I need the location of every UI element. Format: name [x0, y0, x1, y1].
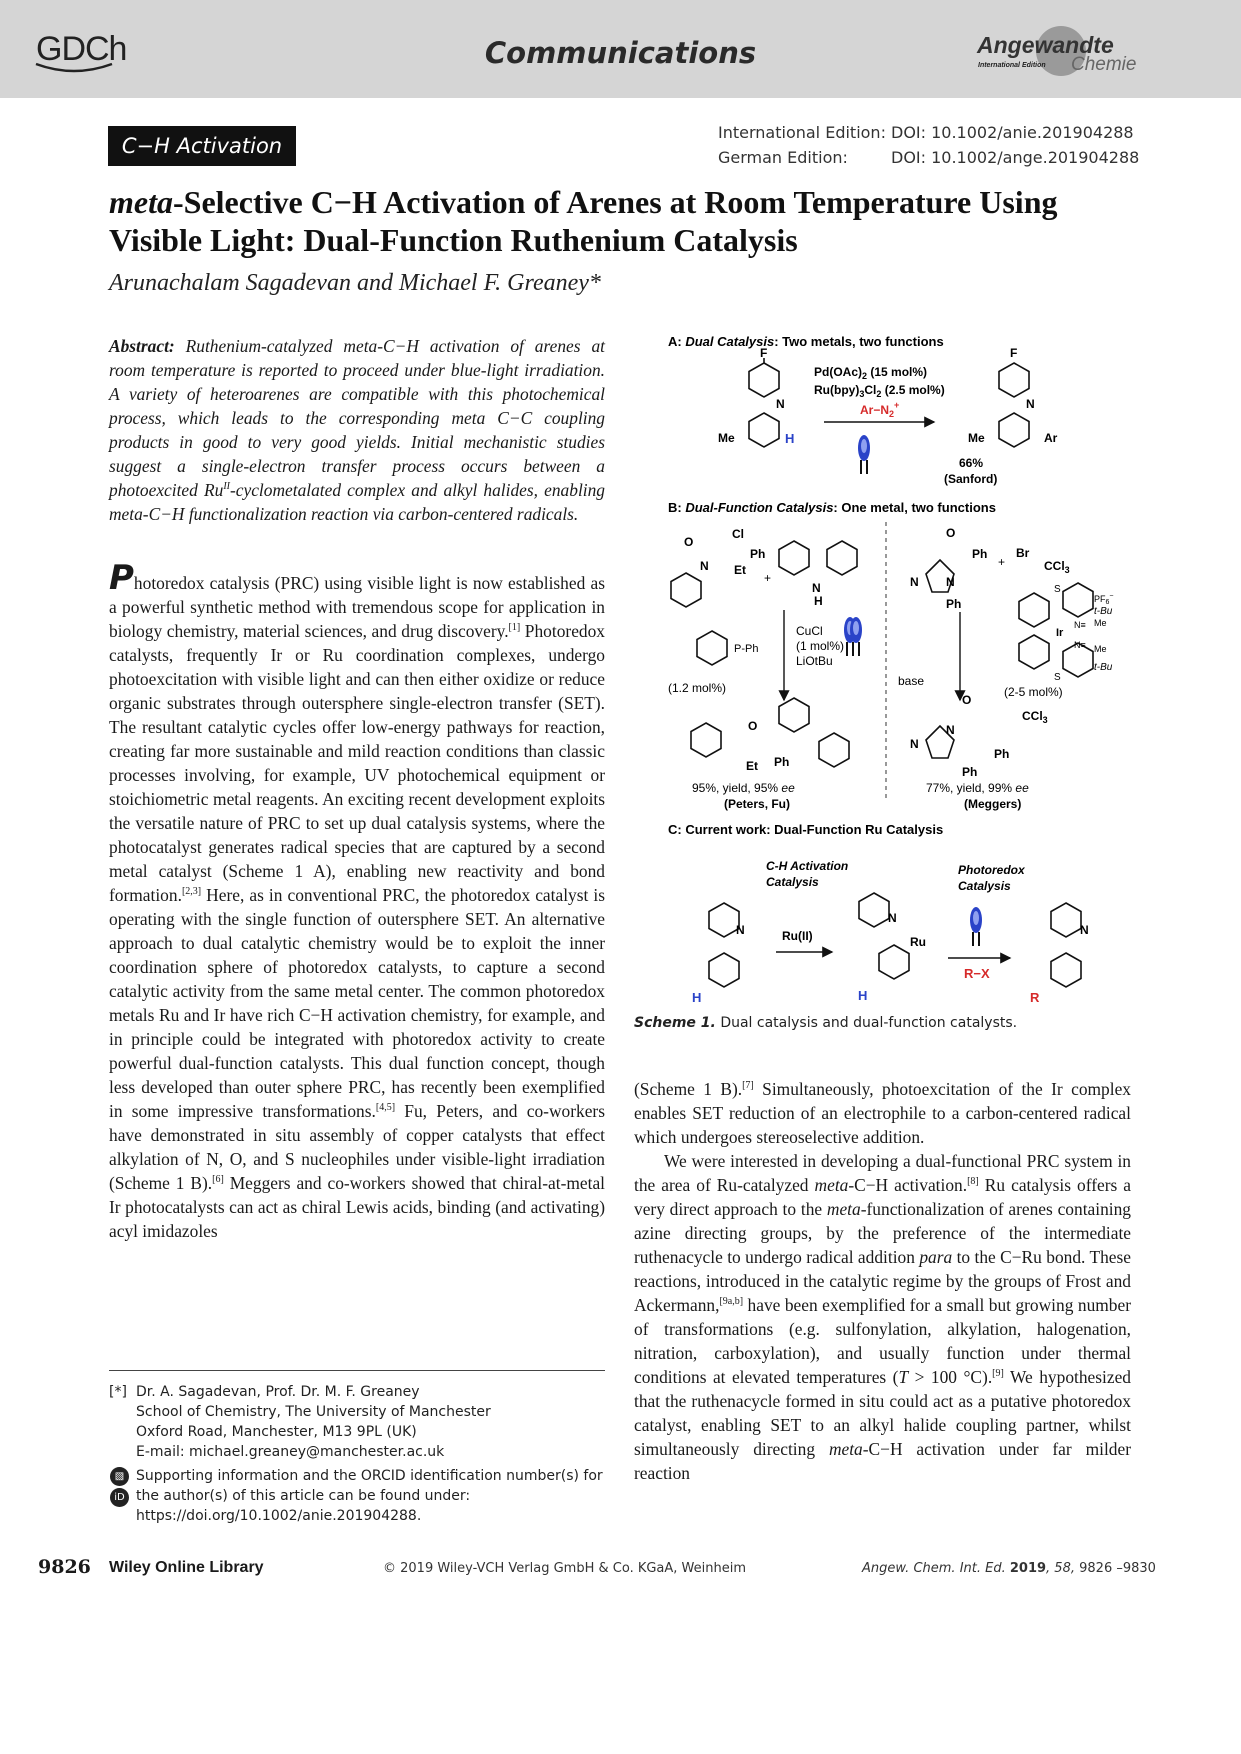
svg-text:N: N [946, 575, 955, 589]
svg-text:Photoredox: Photoredox [958, 863, 1025, 877]
svg-text:H: H [692, 990, 702, 1005]
paragraph: (Scheme 1 B).[7] Simultaneously, photoexcitation of the Ir complex enables SET reduction of an electrophile to a carbon-centered radical which undergoes stereoselective addition. [634, 1079, 1131, 1147]
footnote-divider [109, 1370, 605, 1371]
footnote-marker: [*] [109, 1384, 127, 1400]
abstract-label: Abstract: [109, 336, 175, 356]
ruthenacycle-benzene-ring [879, 945, 909, 979]
copyright: © 2019 Wiley-VCH Verlag GmbH & Co. KGaA, Weinheim [383, 1561, 747, 1576]
product-pyridine-ring-c [1051, 903, 1081, 937]
ref-link[interactable]: [6] [212, 1174, 224, 1186]
svg-text:O: O [748, 719, 758, 733]
svg-text:N≡: N≡ [1074, 620, 1086, 630]
pyridine-ring [749, 363, 779, 397]
ru-catalyst-label: $Ru(bpy)_3Cl_2$ (2.5 mol%) [814, 383, 945, 399]
svg-text:Ph: Ph [972, 547, 988, 561]
svg-text:t-Bu: t-Bu [1094, 606, 1113, 617]
product-trichloromethyl-label: CCl$_3$ [1022, 709, 1048, 725]
ruthenium-catalyst-label: Ru(II) [782, 929, 813, 943]
reference-sanford: (Sanford) [944, 472, 998, 486]
svg-text:Et: Et [734, 563, 746, 577]
reference-meggers: (Meggers) [964, 797, 1022, 811]
article-title: meta-Selective C−H Activation of Arenes at Room Temperature Using Visible Light: Dual-Function Ruthenium Catalysis [109, 184, 1058, 258]
author-email[interactable]: E-mail: michael.greaney@manchester.ac.uk [136, 1444, 445, 1460]
svg-text:Et: Et [746, 759, 758, 773]
product-carbazole-ring-2 [819, 733, 849, 767]
ref-link[interactable]: [9] [992, 1368, 1004, 1380]
svg-text:S: S [1054, 672, 1061, 683]
carbazole-ring-left [779, 541, 809, 575]
ref-link[interactable]: [1] [508, 622, 521, 634]
doi-intl-label: International Edition: [718, 123, 886, 142]
svg-text:Catalysis: Catalysis [766, 875, 819, 889]
iridium-loading: (2-5 mol%) [1004, 685, 1063, 699]
alkyl-halide-label: R−X [964, 966, 990, 981]
svg-text:Ir: Ir [1056, 627, 1064, 639]
ref-link[interactable]: [9a,b] [719, 1296, 744, 1308]
blue-led-icon-b2 [850, 617, 862, 656]
svg-text:LiOtBu: LiOtBu [796, 654, 833, 668]
product-benzene-ring-c [1051, 953, 1081, 987]
svg-text:Me: Me [1094, 644, 1107, 654]
doi-german-link[interactable]: DOI: 10.1002/ange.201904288 [891, 148, 1140, 167]
methyl-label: Me [718, 431, 735, 445]
yield-b2: 77%, yield, 99% ee [926, 781, 1029, 795]
svg-text:N: N [946, 723, 955, 737]
svg-text:Ph: Ph [962, 765, 978, 779]
svg-text:H: H [858, 988, 868, 1003]
wiley-online-library-link[interactable]: Wiley Online Library [109, 1559, 264, 1576]
svg-text:N: N [910, 737, 919, 751]
svg-text:Ph: Ph [774, 755, 790, 769]
aryl-diazonium-label: $Ar-N_2^+$ [860, 400, 900, 419]
yield-a: 66% [959, 456, 984, 470]
product-pyridine-ring [999, 363, 1029, 397]
iridium-ligand-ring-3 [1063, 583, 1093, 617]
product-carbazole-ring [779, 698, 809, 732]
svg-text:O: O [946, 526, 956, 540]
pd-catalyst-label: $Pd(OAc)_2$ (15 mol%) [814, 365, 928, 381]
svg-text:N: N [736, 923, 745, 937]
scheme-section-c-label: C: Current work: Dual-Function Ru Catalysis [668, 822, 944, 837]
svg-text:H: H [814, 594, 823, 608]
journal-header-bar [0, 0, 1241, 98]
svg-text:P-Ph: P-Ph [734, 643, 759, 655]
svg-text:+: + [764, 571, 772, 585]
doi-german-label: German Edition: [718, 148, 848, 167]
substrate-pyridine-ring [709, 903, 739, 937]
svg-text:Br: Br [1016, 546, 1030, 560]
carbazole-ring-right [827, 541, 857, 575]
svg-text:N≡: N≡ [1074, 640, 1086, 650]
ref-link[interactable]: [2,3] [181, 886, 202, 898]
svg-text:t-Bu: t-Bu [1094, 662, 1113, 673]
svg-text:R: R [1030, 990, 1040, 1005]
gdch-logo: GDCh [36, 30, 127, 68]
product-nitrogen-label: N [1026, 397, 1035, 411]
svg-text:O: O [962, 693, 972, 707]
svg-text:O: O [684, 535, 694, 549]
svg-text:N: N [888, 911, 897, 925]
phosphine-ligand-ring [697, 631, 727, 665]
svg-text:Ru: Ru [910, 935, 926, 949]
ref-link[interactable]: [8] [967, 1176, 979, 1188]
product-indoline-ring [691, 723, 721, 757]
journal-citation: Angew. Chem. Int. Ed. 2019, 58, 9826 –9830 [862, 1561, 1156, 1576]
svg-text:Ph: Ph [994, 747, 1010, 761]
benzene-ring [749, 413, 779, 447]
body-left-column: Photoredox catalysis (PRC) using visible light is now established as a powerful synthetic method with tremendous scope for application in biology chemistry, material sciences, and drug discovery.[1] Photoredox catalysts, frequently Ir or Ru coordination complexes, undergo photoexcitation with visible light and can then either oxidize or reduce organic substrates through outersphere single-electron transfer (SET). The resultant catalytic cycles offer low-energy pathways for reaction, creating far more sustainable and mild reaction conditions than classic processes involving, for example, UV photochemical equipment or stoichiometric metal reagents. An exciting recent development exploits the versatile nature of PRC to set up dual catalysis systems, where the photocatalyst generates radical species that are captured by a second metal catalyst (Scheme 1 A), enabling new reactivity and bond formation.[2,3] Here, as in conventional PRC, the photoredox catalyst is operating with the single function of outersphere SET. An alternative approach to dual catalytic chemistry would be to exploit the inner coordination sphere of photoredox catalysts, to capture a second catalytic activity from the same metal center. The common photoredox metals Ru and Ir have rich C−H activation chemistry, for example, and in principle could be integrated with photoredox activity to create powerful dual-function catalysts. This dual function concept, though less developed than outer sphere PRC, has recently been exemplified in some impressive transformations.[4,5] Fu, Peters, and co-workers have demonstrated in situ assembly of copper catalysts that effect alkylation of N, O, and S nucleophiles under visible-light irradiation (Scheme 1 B).[6] Meggers and co-workers showed that chiral-at-metal Ir photocatalysts can act as chiral Lewis acids, binding (and activating) acyl imidazoles [109, 558, 605, 1241]
body-right-column [634, 1077, 1131, 1485]
svg-text:S: S [1054, 584, 1061, 595]
svg-text:Me: Me [1094, 618, 1107, 628]
ref-link[interactable]: [7] [742, 1080, 754, 1092]
product-fluoro-label: F [1010, 346, 1018, 360]
product-methyl-label: Me [968, 431, 985, 445]
ruthenacycle-pyridine-ring [859, 893, 889, 927]
paragraph: We were interested in developing a dual-functional PRC system in the area of Ru-catalyzed meta-C−H activation.[8] Ru catalysis offers a very direct approach to the meta-functionalization of arenes containing azine directing groups, by the preference of the intermediate ruthenacycle to undergo radical addition para to the C−Ru bond. These reactions, introduced in the catalytic regime by the groups of Frost and Ackermann,[9a,b] have been exemplified for a small but growing number of transformations (e.g. sulfonylation, alkylation, halogenation, nitration, carboxylation), and usually function under thermal conditions at elevated temperatures (T > 100 °C).[9] We hypothesized that the ruthenacycle formed in situ could act as a putative photoredox catalyst, enabling SET to an alkyl halide coupling partner, whilst simultaneously directing meta-C−H activation under far milder reaction [634, 1151, 1132, 1483]
journal-logo-main: Angewandte [977, 32, 1114, 58]
article-authors: Arunachalam Sagadevan and Michael F. Greaney* [109, 270, 601, 296]
svg-text:Cl: Cl [732, 527, 744, 541]
fluoro-label: F [760, 346, 768, 360]
scheme-1-figure [664, 330, 1138, 1020]
svg-text:(1 mol%): (1 mol%) [796, 639, 845, 653]
svg-text:C-H Activation: C-H Activation [766, 859, 849, 873]
journal-logo-sub: International Edition [978, 62, 1046, 69]
scheme-section-a-label: A: Dual Catalysis: Two metals, two functions [668, 334, 944, 349]
scheme-section-b-label: B: Dual-Function Catalysis: One metal, two functions [668, 500, 996, 515]
scheme-caption: Scheme 1. Dual catalysis and dual-function catalysts. [634, 1015, 1018, 1031]
svg-text:N: N [700, 559, 709, 573]
svg-text:CuCl: CuCl [796, 624, 823, 638]
iridium-ligand-ring-2 [1019, 635, 1049, 669]
doi-intl-link[interactable]: DOI: 10.1002/anie.201904288 [891, 123, 1134, 142]
doi-values [891, 120, 1139, 170]
page-number: 9826 [38, 1556, 91, 1578]
iridium-ligand-ring [1019, 593, 1049, 627]
trichloromethyl-label: CCl$_3$ [1044, 559, 1070, 575]
blue-led-icon [858, 435, 870, 474]
svg-text:Ph: Ph [750, 547, 766, 561]
section-title: Communications [484, 36, 757, 70]
svg-text:base: base [898, 674, 925, 688]
product-benzene-ring [999, 413, 1029, 447]
topic-tag: C−H Activation [108, 126, 296, 166]
hydrogen-label: H [785, 431, 795, 446]
svg-text:N: N [812, 581, 821, 595]
svg-text:+: + [998, 555, 1006, 569]
drop-cap: P [109, 558, 134, 598]
abstract: Abstract: Ruthenium-catalyzed meta-C−H activation of arenes at room temperature is reported to proceed under blue-light irradiation. A variety of heteroarenes are compatible with this photochemical process, which leads to the corresponding meta C−C coupling products in good to very good yields. Initial mechanistic studies suggest a single-electron transfer process occurs between a photoexcited $Ru^{II}$-cyclometalated complex and alkyl halides, enabling meta-C−H functionalization reaction via carbon-centered radicals. [109, 336, 605, 524]
author-footnote: [*] Dr. A. Sagadevan, Prof. Dr. M. F. Greaney School of Chemistry, The University of Manchester Oxford Road, Manchester, M13 9PL (UK) E-mail: michael.greaney@manchester.ac.uk ▧ iD Supporting information and the ORCID identification number(s) for the author(s) of this article can be found under: https://doi.org/10.1002/anie.201904288. [109, 1382, 609, 1526]
supporting-info-icon: ▧ [110, 1467, 129, 1486]
hexafluorophosphate-label: $PF_6^-$ [1094, 593, 1114, 606]
product-aryl-label: Ar [1044, 431, 1058, 445]
svg-text:N: N [1080, 923, 1089, 937]
ligand-loading: (1.2 mol%) [668, 681, 727, 695]
scheme-graphic [664, 330, 1138, 1020]
blue-led-icon-c [970, 907, 982, 946]
supporting-info-link[interactable]: https://doi.org/10.1002/anie.201904288. [136, 1508, 422, 1524]
nitrogen-label: N [776, 397, 785, 411]
svg-text:Catalysis: Catalysis [958, 879, 1011, 893]
substrate-benzene-ring [709, 953, 739, 987]
svg-text:Ph: Ph [946, 597, 962, 611]
doi-labels [718, 120, 886, 170]
orcid-icon: iD [110, 1488, 129, 1507]
svg-text:N: N [910, 575, 919, 589]
reference-peters-fu: (Peters, Fu) [724, 797, 791, 811]
ref-link[interactable]: [4,5] [375, 1102, 396, 1114]
journal-logo-chemie: Chemie [1071, 54, 1137, 75]
indoline-ring [671, 573, 701, 607]
yield-b1: 95%, yield, 95% ee [692, 781, 795, 795]
